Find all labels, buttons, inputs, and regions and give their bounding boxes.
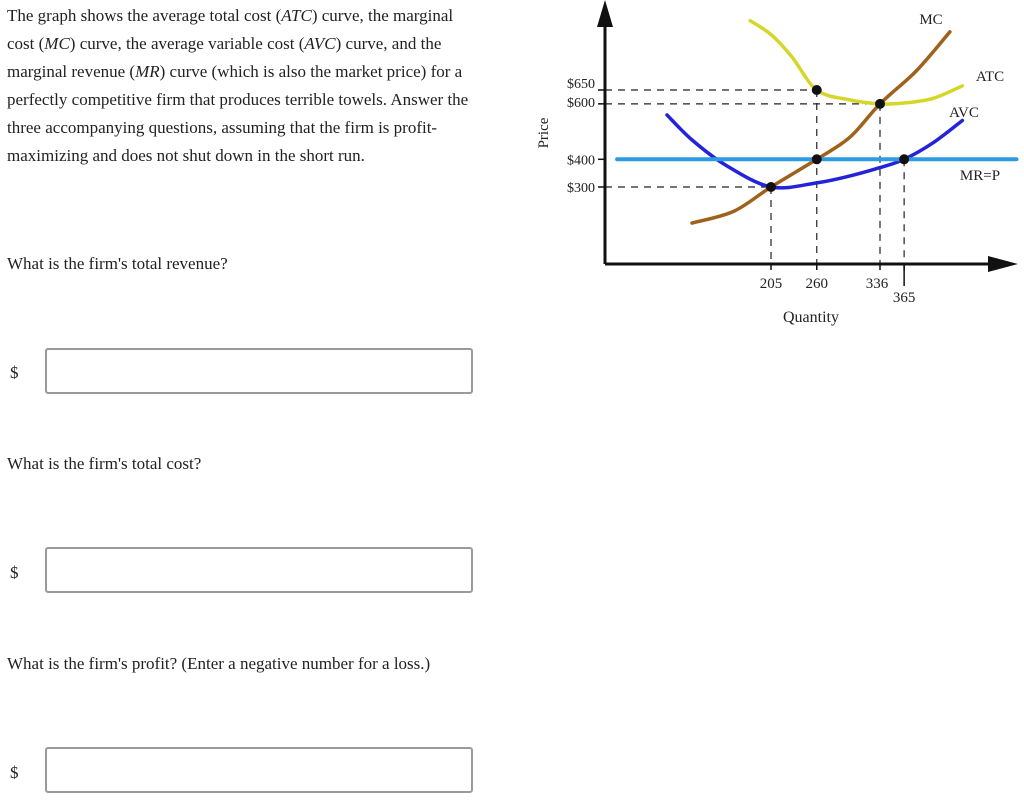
y-tick-label-400: $400 — [567, 153, 595, 169]
axes — [597, 0, 1018, 272]
mc-curve — [692, 32, 950, 223]
total-revenue-input[interactable] — [45, 348, 473, 394]
intro-mc: MC — [44, 34, 70, 53]
x-axis-label: Quantity — [783, 309, 839, 326]
x-tick-label-336: 336 — [865, 276, 889, 292]
intro-text-1: The graph shows the average total cost ( — [7, 6, 282, 25]
x-tick-label-260: 260 — [805, 276, 829, 292]
total-cost-input[interactable] — [45, 547, 473, 593]
question-total-cost: What is the firm's total cost? — [7, 454, 202, 473]
intro-text-5: ) curve (which is also the market price) for a perfectly competitive firm that produces terrible towels. Answer the three accompanying questions, assuming that the firm is profit-maximizing and does not shut down in the short run. — [7, 62, 469, 165]
intro-mr: MR — [135, 62, 160, 81]
point-atc-min — [875, 99, 885, 109]
point-mr-avc-at-365 — [899, 154, 909, 164]
intro-atc: ATC — [281, 6, 312, 25]
y-axis-label: Price — [536, 117, 552, 149]
mc-curve-label: MC — [919, 12, 943, 28]
x-tick-label-205: 205 — [759, 276, 783, 292]
point-avc-min — [766, 182, 776, 192]
mr-curve-label: MR=P — [959, 168, 1001, 184]
currency-label: $ — [10, 563, 19, 582]
currency-label: $ — [10, 363, 19, 382]
atc-curve-label: ATC — [975, 69, 1005, 85]
atc-curve — [750, 21, 962, 104]
intro-avc: AVC — [304, 34, 336, 53]
avc-curve-label: AVC — [949, 105, 979, 121]
y-tick-label-600: $600 — [567, 95, 595, 111]
intro-text-4: ) curve, and the marginal revenue ( — [7, 34, 442, 81]
intro-text-2: ) curve, the marginal cost ( — [7, 6, 454, 53]
x-axis-arrow-icon — [988, 256, 1018, 272]
cost-curves-chart — [528, 0, 1024, 340]
currency-label: $ — [10, 763, 19, 782]
y-axis-arrow-icon — [597, 0, 613, 27]
profit-input[interactable] — [45, 747, 473, 793]
x-tick-label-365: 365 — [892, 290, 916, 306]
avc-curve — [667, 115, 962, 188]
dashed-guides — [605, 90, 904, 264]
y-tick-label-650: $650 — [567, 77, 595, 92]
intro-paragraph — [7, 2, 477, 170]
question-profit: What is the firm's profit? (Enter a negative number for a loss.) — [7, 654, 431, 673]
y-tick-label-300: $300 — [567, 181, 595, 196]
intro-text-3: ) curve, the average variable cost ( — [69, 34, 305, 53]
tick-labels — [567, 77, 915, 306]
question-total-revenue: What is the firm's total revenue? — [7, 254, 228, 273]
point-mc-mr-at-260 — [812, 154, 822, 164]
point-atc-at-260 — [812, 85, 822, 95]
